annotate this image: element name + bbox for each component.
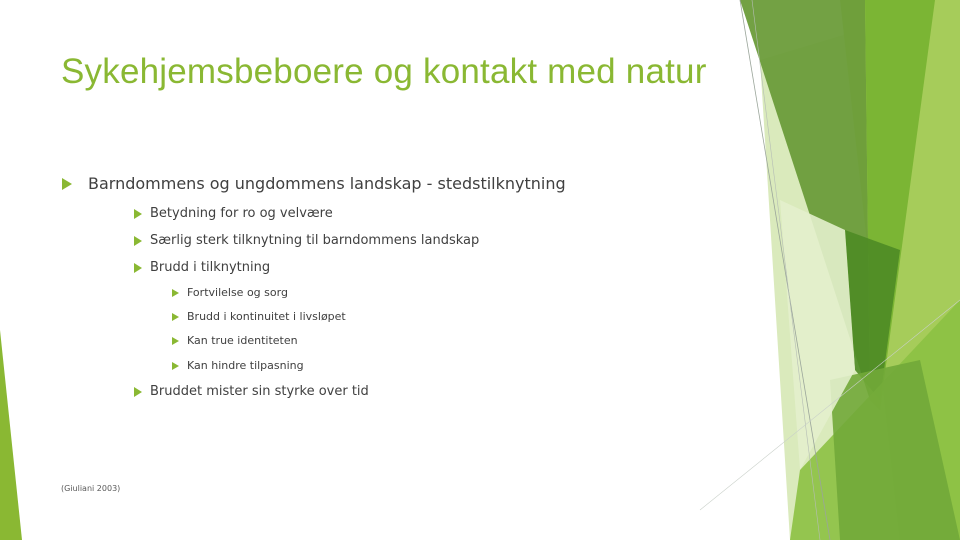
bullet-text: Kan true identiteten: [187, 334, 298, 347]
slide-title: Sykehjemsbeboere og kontakt med natur: [61, 52, 707, 91]
bullet-level3: [172, 359, 304, 372]
bullet-text: Brudd i tilknytning: [150, 260, 271, 275]
bullet-text: Særlig sterk tilknytning til barndommens landskap: [150, 233, 480, 248]
citation: (Giuliani 2003): [61, 484, 121, 493]
bullet-arrow-icon: [172, 337, 179, 345]
bullet-level2: [134, 260, 270, 275]
bullet-arrow-icon: [134, 209, 142, 219]
bullet-level2: [134, 384, 369, 399]
bullet-level1: [62, 174, 566, 193]
bullet-arrow-icon: [134, 263, 142, 273]
bullet-text: Bruddet mister sin styrke over tid: [150, 384, 369, 399]
bullet-arrow-icon: [172, 289, 179, 297]
bullet-arrow-icon: [134, 387, 142, 397]
bullet-text: Kan hindre tilpasning: [187, 359, 304, 372]
bullet-arrow-icon: [172, 313, 179, 321]
bullet-text: Brudd i kontinuitet i livsløpet: [187, 310, 346, 323]
bullet-level3: [172, 334, 298, 347]
bullet-level2: [134, 206, 333, 221]
bullet-text: Fortvilelse og sorg: [187, 286, 288, 299]
bullet-text: Betydning for ro og velvære: [150, 206, 333, 221]
bullet-level3: [172, 286, 288, 299]
bullet-arrow-icon: [62, 178, 72, 190]
bullet-text: Barndommens og ungdommens landskap - stedstilknytning: [88, 174, 566, 193]
bullet-level3: [172, 310, 346, 323]
bullet-level2: [134, 233, 479, 248]
bullet-arrow-icon: [172, 362, 179, 370]
facet-left-bottom: [0, 330, 22, 540]
bullet-arrow-icon: [134, 236, 142, 246]
